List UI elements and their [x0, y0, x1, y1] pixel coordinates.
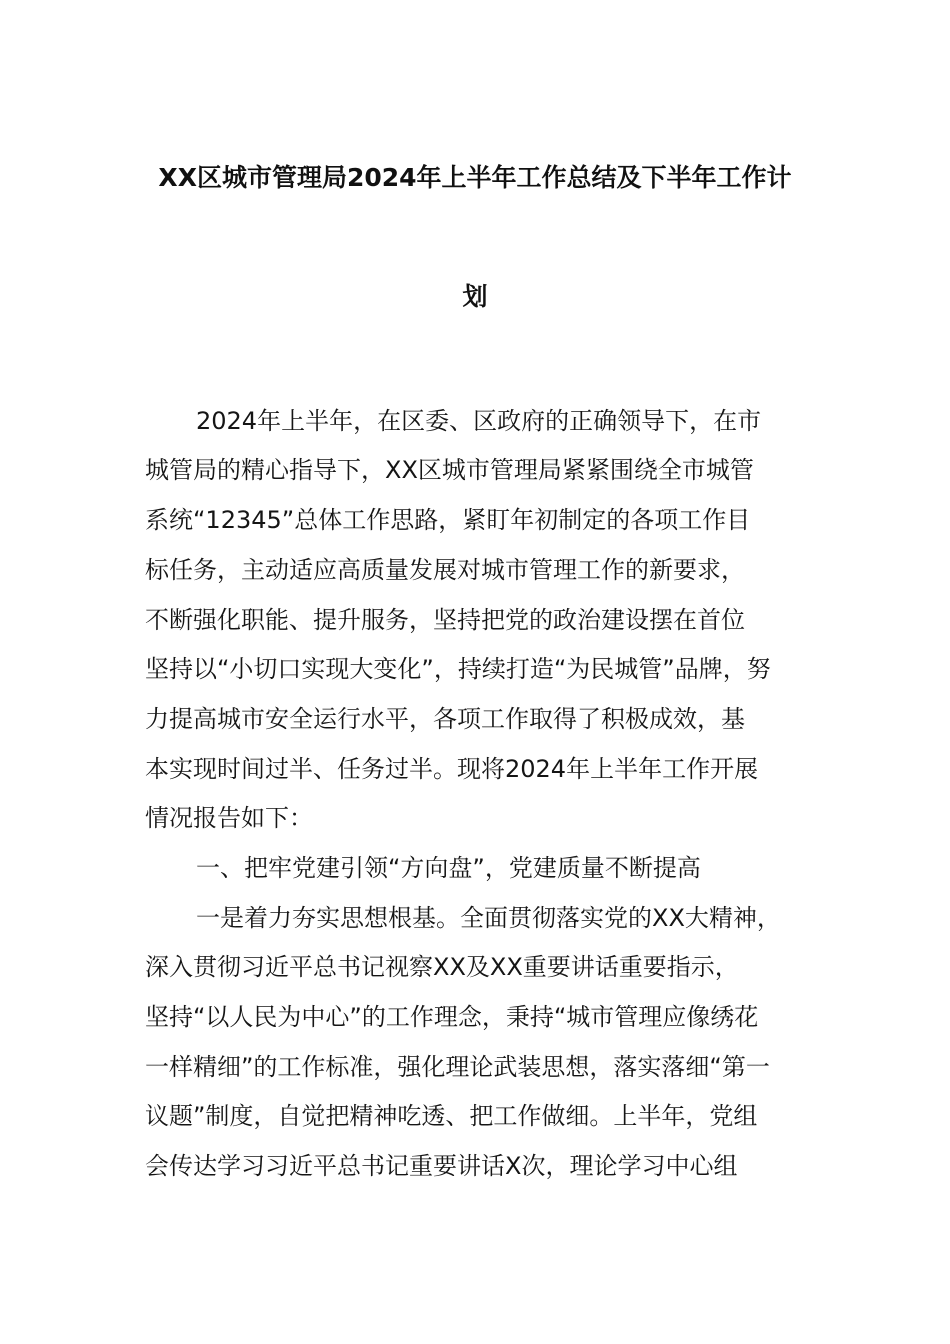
body-line-11: 一是着力夯实思想根基。全面贯彻落实党的XX大精神， [196, 904, 781, 932]
body-line-12: 深入贯彻习近平总书记视察XX及XX重要讲话重要指示， [145, 953, 739, 981]
section-heading-1: 一、把牢党建引领“方向盘”，党建质量不断提高 [196, 854, 701, 882]
document-title-line-1: XX区城市管理局2024年上半年工作总结及下半年工作计 [158, 163, 792, 192]
body-line-3: 系统“12345”总体工作思路，紧盯年初制定的各项工作目 [145, 506, 751, 534]
body-line-14: 一样精细”的工作标准，强化理论武装思想，落实落细“第一 [145, 1053, 770, 1081]
body-line-15: 议题”制度，自觉把精神吃透、把工作做细。上半年，党组 [145, 1102, 758, 1130]
document-title-line-2: 划 [462, 282, 488, 311]
body-line-4: 标任务，主动适应高质量发展对城市管理工作的新要求， [145, 556, 745, 584]
body-line-7: 力提高城市安全运行水平，各项工作取得了积极成效，基 [145, 705, 745, 733]
body-line-1: 2024年上半年，在区委、区政府的正确领导下，在市 [196, 407, 762, 435]
body-line-5: 不断强化职能、提升服务，坚持把党的政治建设摆在首位 [145, 606, 745, 634]
body-line-2: 城管局的精心指导下，XX区城市管理局紧紧围绕全市城管 [145, 456, 754, 484]
body-line-16: 会传达学习习近平总书记重要讲话X次，理论学习中心组 [145, 1152, 738, 1180]
body-line-9: 情况报告如下： [145, 804, 313, 832]
body-line-8: 本实现时间过半、任务过半。现将2024年上半年工作开展 [145, 755, 759, 783]
body-line-6: 坚持以“小切口实现大变化”，持续打造“为民城管”品牌，努 [145, 655, 771, 683]
body-line-13: 坚持“以人民为中心”的工作理念，秉持“城市管理应像绣花 [145, 1003, 759, 1031]
